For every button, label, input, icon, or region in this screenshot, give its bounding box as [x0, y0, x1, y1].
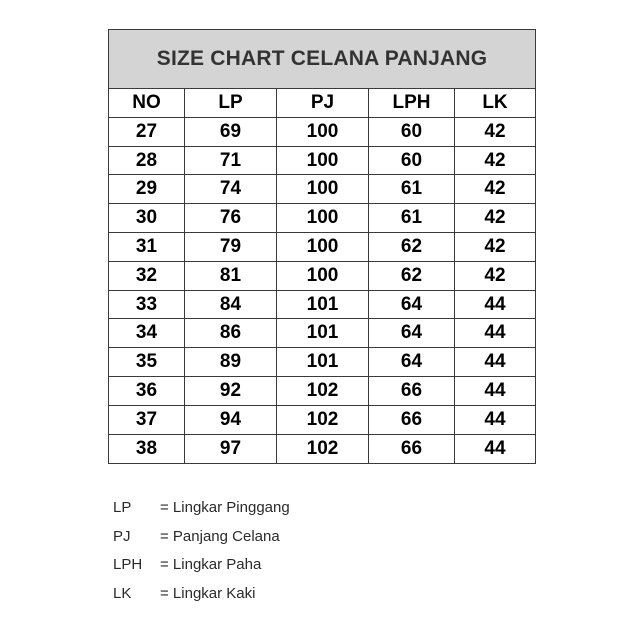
column-header-pj: PJ — [277, 89, 369, 118]
table-cell-no: 34 — [109, 319, 185, 348]
table-cell-pj: 100 — [277, 175, 369, 204]
table-cell-no: 32 — [109, 262, 185, 291]
table-cell-lp: 76 — [185, 204, 277, 233]
table-cell-lph: 66 — [369, 435, 455, 464]
table-cell-lph: 61 — [369, 204, 455, 233]
table-cell-pj: 101 — [277, 319, 369, 348]
table-cell-lp: 97 — [185, 435, 277, 464]
legend-description: = Lingkar Paha — [160, 556, 262, 573]
table-cell-no: 30 — [109, 204, 185, 233]
size-chart-table — [108, 29, 536, 464]
table-cell-lk: 42 — [455, 204, 535, 233]
table-cell-pj: 100 — [277, 118, 369, 147]
table-cell-lph: 62 — [369, 233, 455, 262]
table-cell-no: 36 — [109, 377, 185, 406]
table-cell-no: 37 — [109, 406, 185, 435]
table-cell-lk: 44 — [455, 291, 535, 320]
table-cell-lk: 44 — [455, 406, 535, 435]
table-cell-pj: 101 — [277, 291, 369, 320]
table-cell-lk: 42 — [455, 262, 535, 291]
legend-item — [113, 494, 290, 523]
table-cell-lk: 44 — [484, 437, 506, 459]
table-cell-lp: 79 — [185, 233, 277, 262]
table-cell-lph: 60 — [369, 118, 455, 147]
legend-abbreviation: PJ — [113, 527, 131, 545]
table-cell-lph: 61 — [369, 175, 455, 204]
column-header-no: NO — [109, 89, 185, 118]
legend-description: = Panjang Celana — [160, 527, 280, 545]
table-cell-lk: 44 — [455, 348, 535, 377]
table-cell-lp: 84 — [185, 291, 277, 320]
table-cell-lp: 86 — [185, 319, 277, 348]
legend-abbreviation: LP — [113, 499, 132, 516]
table-cell-lph: 60 — [369, 147, 455, 176]
table-cell-pj: 102 — [277, 406, 369, 435]
table-cell-lp: 89 — [185, 348, 277, 377]
table-cell-lk: 42 — [455, 147, 535, 176]
table-cell-lp: 74 — [185, 175, 277, 204]
table-cell-pj: 100 — [277, 204, 369, 233]
table-cell-pj: 102 — [277, 435, 369, 464]
column-header-lk: LK — [455, 89, 535, 118]
table-cell-lph: 64 — [369, 319, 455, 348]
table-cell-pj: 102 — [277, 377, 369, 406]
legend-description: = Lingkar Pinggang — [160, 499, 290, 516]
table-cell-lph: 62 — [369, 262, 455, 291]
table-cell-lk: 42 — [455, 175, 535, 204]
column-header-lph: LPH — [369, 89, 455, 118]
table-cell-pj: 101 — [277, 348, 369, 377]
table-cell-lp: 81 — [185, 262, 277, 291]
table-cell-no: 27 — [109, 118, 185, 147]
table-cell-lph: 64 — [369, 348, 455, 377]
table-cell-lp: 71 — [185, 147, 277, 176]
table-cell-no: 38 — [109, 435, 185, 464]
column-header-lp: LP — [185, 89, 277, 118]
table-cell-lk: 42 — [455, 118, 535, 147]
table-cell-lk: 44 — [455, 377, 535, 406]
legend-abbreviation: LK — [113, 584, 132, 602]
table-cell-lp: 69 — [185, 118, 277, 147]
size-grid — [109, 89, 535, 463]
legend-item — [113, 523, 290, 552]
table-cell-no: 29 — [109, 175, 185, 204]
table-cell-lk: 44 — [455, 319, 535, 348]
table-cell-no: 35 — [109, 348, 185, 377]
legend — [113, 494, 290, 608]
legend-description: = Lingkar Kaki — [160, 584, 256, 602]
table-cell-no: 28 — [109, 147, 185, 176]
table-cell-pj: 100 — [277, 147, 369, 176]
table-cell-lph: 64 — [369, 291, 455, 320]
table-cell-pj: 100 — [277, 233, 369, 262]
legend-item — [113, 551, 290, 580]
table-cell-no: 31 — [109, 233, 185, 262]
table-cell-pj: 100 — [277, 262, 369, 291]
table-cell-lph: 66 — [369, 377, 455, 406]
legend-abbreviation: LPH — [113, 556, 143, 573]
table-cell-lp: 94 — [185, 406, 277, 435]
table-title: SIZE CHART CELANA PANJANG — [109, 30, 535, 89]
table-cell-lk: 42 — [455, 233, 535, 262]
table-cell-lp: 92 — [185, 377, 277, 406]
legend-item — [113, 580, 290, 609]
table-cell-no: 33 — [109, 291, 185, 320]
table-cell-lph: 66 — [369, 406, 455, 435]
